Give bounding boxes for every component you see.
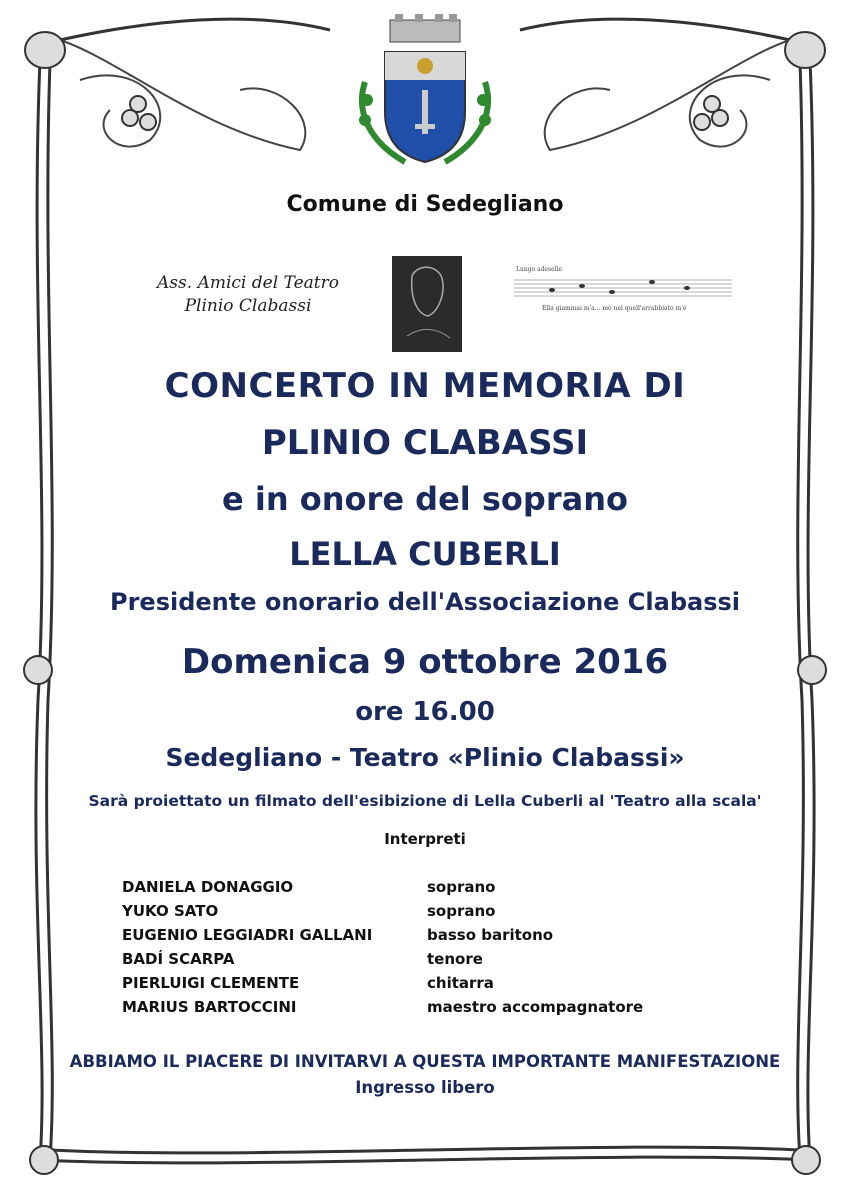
score-tempo: Lungo adeselle [516, 266, 563, 273]
performers-heading: Interpreti [384, 830, 466, 848]
music-score-excerpt [512, 262, 734, 318]
performer-row [122, 998, 682, 1022]
film-note: Sarà proiettato un filmato dell'esibizione di Lella Cuberli al 'Teatro alla scala' [88, 792, 762, 810]
honoree-role: Presidente onorario dell'Associazione Clabassi [109, 588, 740, 616]
association-line-1: Ass. Amici del Teatro [157, 273, 339, 293]
municipality-name: Comune di Sedegliano [286, 192, 564, 217]
event-date: Domenica 9 ottobre 2016 [181, 642, 669, 682]
event-title-line-2: PLINIO CLABASSI [261, 423, 589, 463]
performer-row [122, 974, 682, 998]
event-venue: Sedegliano - Teatro «Plinio Clabassi» [165, 743, 685, 772]
event-title-line-3: e in onore del soprano [222, 480, 628, 518]
invitation-text: ABBIAMO IL PIACERE DI INVITARVI A QUESTA IMPORTANTE MANIFESTAZIONE [69, 1052, 781, 1071]
performer-row [122, 878, 682, 902]
score-lyrics: Ella giammai m'a... mò nel quell'arrabbiato m'è [542, 305, 687, 312]
entry-note: Ingresso libero [355, 1078, 495, 1097]
performer-name: MARIUS BARTOCCINI [122, 998, 297, 1016]
performer-name: EUGENIO LEGGIADRI GALLANI [122, 926, 373, 944]
association-logo-text [118, 272, 378, 318]
performers-list [122, 878, 682, 1022]
portrait-image [392, 256, 462, 352]
performer-role: chitarra [427, 974, 494, 992]
municipal-crest [345, 12, 505, 172]
event-title-line-1: CONCERTO IN MEMORIA DI [164, 366, 686, 406]
performer-name: PIERLUIGI CLEMENTE [122, 974, 300, 992]
performer-name: YUKO SATO [122, 902, 219, 920]
performer-role: soprano [427, 902, 496, 920]
performer-row [122, 926, 682, 950]
performer-row [122, 950, 682, 974]
event-time: ore 16.00 [355, 697, 495, 727]
performer-row [122, 902, 682, 926]
performer-name: DANIELA DONAGGIO [122, 878, 294, 896]
honoree-name: LELLA CUBERLI [289, 535, 561, 573]
performer-role: maestro accompagnatore [427, 998, 644, 1016]
performer-role: basso baritono [427, 926, 554, 944]
performer-role: soprano [427, 878, 496, 896]
association-line-2: Plinio Clabassi [184, 296, 312, 316]
performer-role: tenore [427, 950, 483, 968]
performer-name: BADÍ SCARPA [122, 950, 235, 968]
